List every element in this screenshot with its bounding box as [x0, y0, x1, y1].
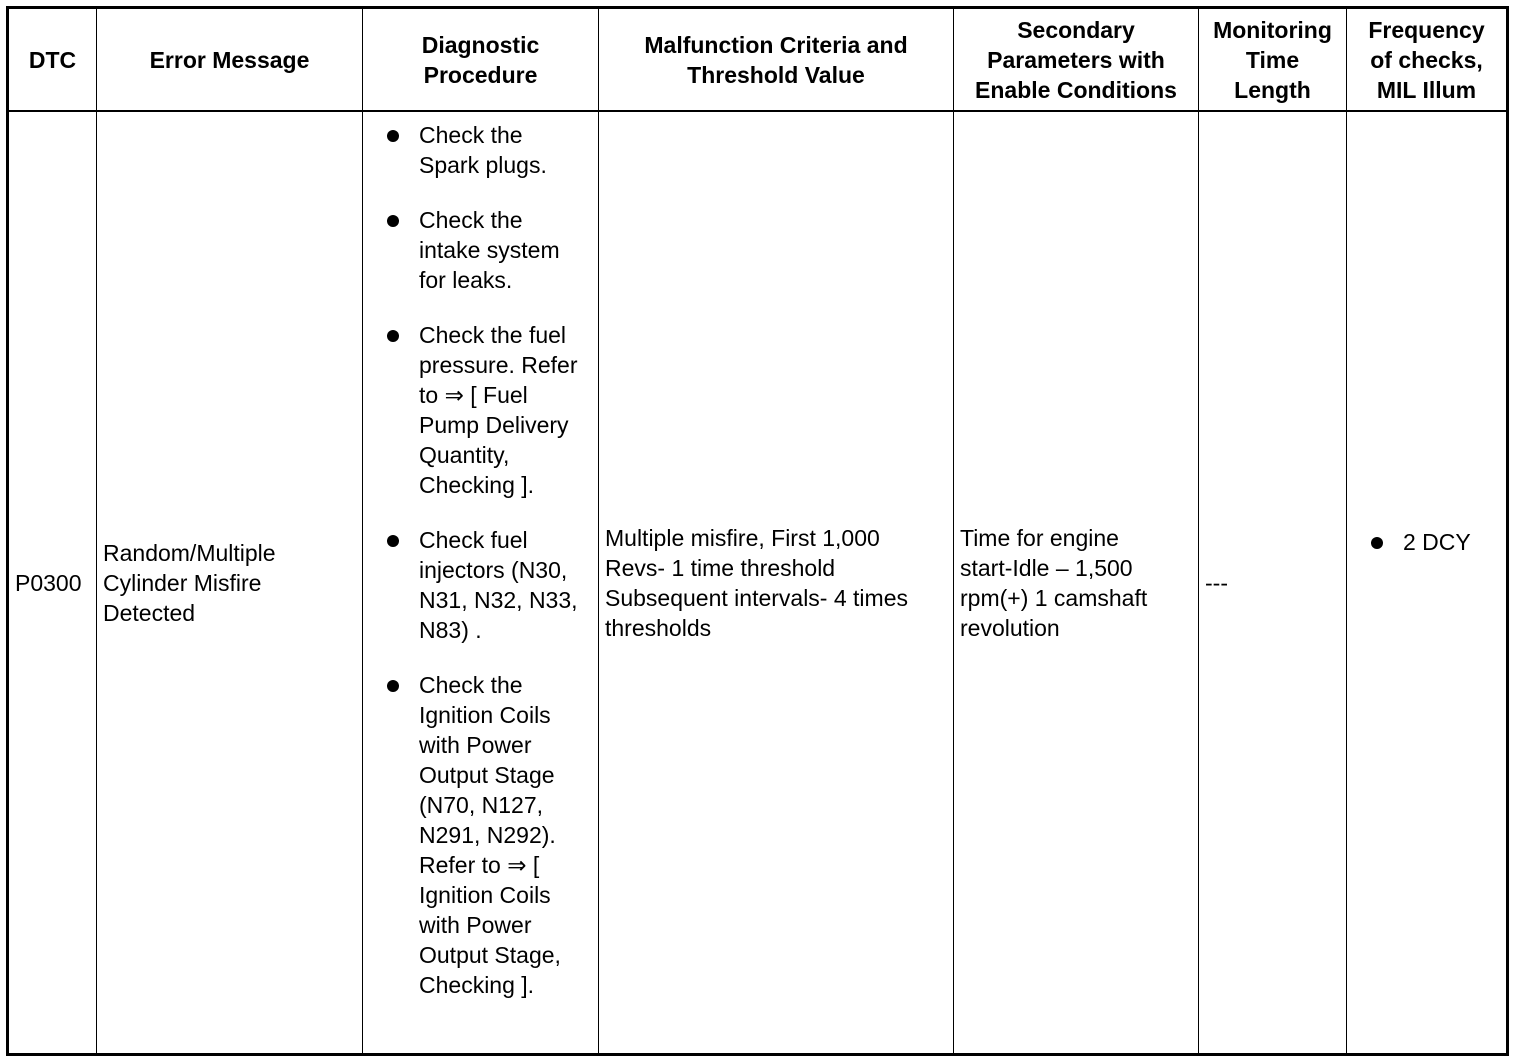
- header-monitoring-time: Monitoring Time Length: [1199, 8, 1347, 112]
- frequency-text: 2 DCY: [1403, 528, 1471, 555]
- header-secondary-parameters: Secondary Parameters with Enable Conditions: [954, 8, 1199, 112]
- procedure-text: Check the Spark plugs.: [419, 122, 547, 178]
- dtc-table: [6, 6, 1509, 1056]
- procedure-text: Check the intake system for leaks.: [419, 207, 560, 293]
- procedure-text: Check the Ignition Coils with Power Output Stage (N70, N127, N291, N292). Refer to ⇒ [ Ignition Coils with Power Output Stage, Checking ].: [419, 672, 561, 998]
- procedure-item: [385, 525, 594, 645]
- frequency-item: [1369, 527, 1506, 557]
- cell-diagnostic-procedure: [363, 111, 599, 1055]
- bullet-icon: [387, 130, 399, 142]
- bullet-icon: [387, 330, 399, 342]
- cell-error-message: Random/Multiple Cylinder Misfire Detected: [97, 111, 363, 1055]
- procedure-text: Check the fuel pressure. Refer to ⇒ [ Fuel Pump Delivery Quantity, Checking ].: [419, 322, 578, 498]
- header-dtc: DTC: [8, 8, 97, 112]
- procedure-text: Check fuel injectors (N30, N31, N32, N33, N83) .: [419, 527, 578, 643]
- bullet-icon: [1371, 537, 1383, 549]
- header-diagnostic-procedure: Diagnostic Procedure: [363, 8, 599, 112]
- procedure-item: [385, 205, 594, 295]
- cell-frequency: [1347, 111, 1508, 1055]
- procedure-item: [385, 120, 594, 180]
- header-error-message: Error Message: [97, 8, 363, 112]
- cell-malfunction-criteria: Multiple misfire, First 1,000 Revs- 1 time threshold Subsequent intervals- 4 times thresholds: [599, 111, 954, 1055]
- procedure-list: [385, 120, 594, 1000]
- procedure-item: [385, 320, 594, 500]
- header-frequency: Frequency of checks, MIL Illum: [1347, 8, 1508, 112]
- bullet-icon: [387, 535, 399, 547]
- procedure-item: [385, 670, 594, 1000]
- cell-monitoring-time: ---: [1199, 111, 1347, 1055]
- cell-dtc: P0300: [8, 111, 97, 1055]
- bullet-icon: [387, 680, 399, 692]
- header-malfunction-criteria: Malfunction Criteria and Threshold Value: [599, 8, 954, 112]
- bullet-icon: [387, 215, 399, 227]
- header-row: [8, 8, 1508, 112]
- cell-secondary-parameters: Time for engine start-Idle – 1,500 rpm(+) 1 camshaft revolution: [954, 111, 1199, 1055]
- table-row: [8, 111, 1508, 1055]
